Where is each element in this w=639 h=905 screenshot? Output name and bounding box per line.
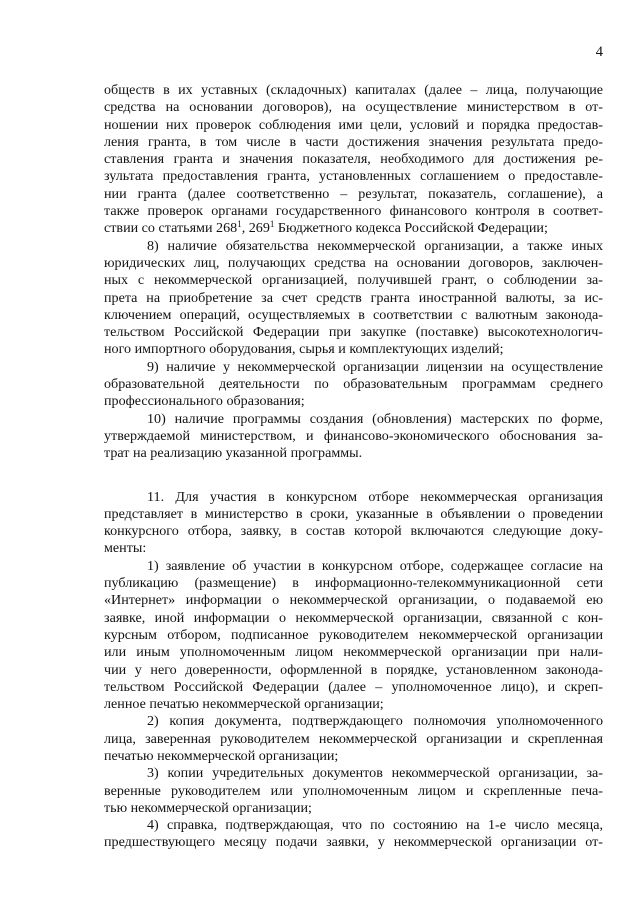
superscript: 1 xyxy=(237,220,242,230)
text-line: зультата предоставления гранта, установленных соглашением о предоставле- xyxy=(104,168,603,185)
text-line: ленное печатью некоммерческой организации; xyxy=(104,696,384,713)
text-line: тью некоммерческой организации; xyxy=(104,799,312,816)
text-fragment: , 269 xyxy=(241,220,270,237)
text-line: трат на реализацию указанной программы. xyxy=(104,445,363,462)
document-body xyxy=(104,82,603,852)
superscript: 1 xyxy=(269,220,275,230)
text-line: заявке, иной информации о некоммерческой организации, связанной с кон- xyxy=(104,609,603,626)
text-line: средства на основании договоров), на осуществление министерством в от- xyxy=(104,99,603,116)
text-line: 2) копия документа, подтверждающего полномочия уполномоченного xyxy=(147,713,603,730)
page-number: 4 xyxy=(595,44,603,60)
text-line: менты: xyxy=(104,540,147,557)
text-line: ных с некоммерческой организацией, получившей грант, о соблюдении за- xyxy=(104,272,603,289)
text-line: печатью некоммерческой организации; xyxy=(104,747,339,764)
text-line: 1) заявление об участии в конкурсном отборе, содержащее согласие на xyxy=(147,557,603,574)
text-fragment: ствии со статьями 268 xyxy=(104,220,238,237)
text-line: 3) копии учредительных документов некоммерческой организации, за- xyxy=(147,765,603,782)
text-line: нии гранта (далее соответственно – результат, показатель, соглашение), а xyxy=(104,185,603,202)
text-line: чии у него доверенности, оформленной в порядке, установленном законода- xyxy=(104,661,603,678)
text-line: тельством Российской Федерации при закупке (поставке) высокотехнологич- xyxy=(104,324,603,341)
text-fragment: Бюджетного кодекса Российской Федерации; xyxy=(274,220,548,237)
text-line: также проверок органами государственного финансового контроля в соответ- xyxy=(104,203,603,220)
text-line: курсным отбором, подписанное руководителем некоммерческой организации xyxy=(104,626,603,643)
text-line: «Интернет» информации о некоммерческой организации, о подаваемой ею xyxy=(104,592,603,609)
text-line: образовательной деятельности по образовательным программам среднего xyxy=(104,376,603,393)
text-line: обществ в их уставных (складочных) капиталах (далее – лица, получающие xyxy=(104,82,603,98)
text-line: ного импортного оборудования, сырья и комплектующих изделий; xyxy=(104,341,504,358)
text-line: ключением операций, осуществляемых в соответствии с валютным законода- xyxy=(104,306,603,323)
text-line: представляет в министерство в сроки, указанные в объявлении о проведении xyxy=(104,505,603,522)
text-line: 11. Для участия в конкурсном отборе некоммерческая организация xyxy=(147,488,603,505)
text-line: публикацию (размещение) в информационно-телекоммуникационной сети xyxy=(104,575,603,592)
paragraph-gap xyxy=(104,463,603,489)
text-line: профессионального образования; xyxy=(104,393,305,410)
text-line: прета на приобретение за счет средств гранта иностранной валюты, за ис- xyxy=(104,289,603,306)
text-line: веренные руководителем или уполномоченным лицом и скрепленные печа- xyxy=(104,782,603,799)
text-line: 10) наличие программы создания (обновления) мастерских по форме, xyxy=(147,410,603,427)
text-line: конкурсного отбора, заявку, в состав которой включаются следующие доку- xyxy=(104,523,603,540)
text-line: тельством Российской Федерации (далее – уполномоченное лицо), и скреп- xyxy=(104,678,603,695)
text-line: или иным уполномоченным лицом некоммерческой организации при нали- xyxy=(104,644,603,661)
text-line: лица, заверенная руководителем некоммерческой организации и скрепленная xyxy=(104,730,603,747)
text-line: утверждаемой министерством, и финансово-экономического обоснования за- xyxy=(104,427,603,444)
text-line: предшествующего месяцу подачи заявки, у некоммерческой организации от- xyxy=(104,834,603,851)
text-line: 9) наличие у некоммерческой организации лицензии на осуществление xyxy=(147,358,603,375)
text-line: 8) наличие обязательства некоммерческой организации, а также иных xyxy=(147,237,603,254)
text-line: ставления гранта и значения показателя, необходимого для достижения ре- xyxy=(104,151,603,168)
text-line: 4) справка, подтверждающая, что по состоянию на 1-е число месяца, xyxy=(147,817,603,834)
text-line xyxy=(104,220,603,237)
text-line: юридических лиц, получающих средства на основании договоров, заключен- xyxy=(104,254,603,271)
text-line: ношении них проверок соблюдения ими цели, условий и порядка предостав- xyxy=(104,116,603,133)
text-line: ления гранта, в том числе в части достижения значения результата предо- xyxy=(104,133,603,150)
